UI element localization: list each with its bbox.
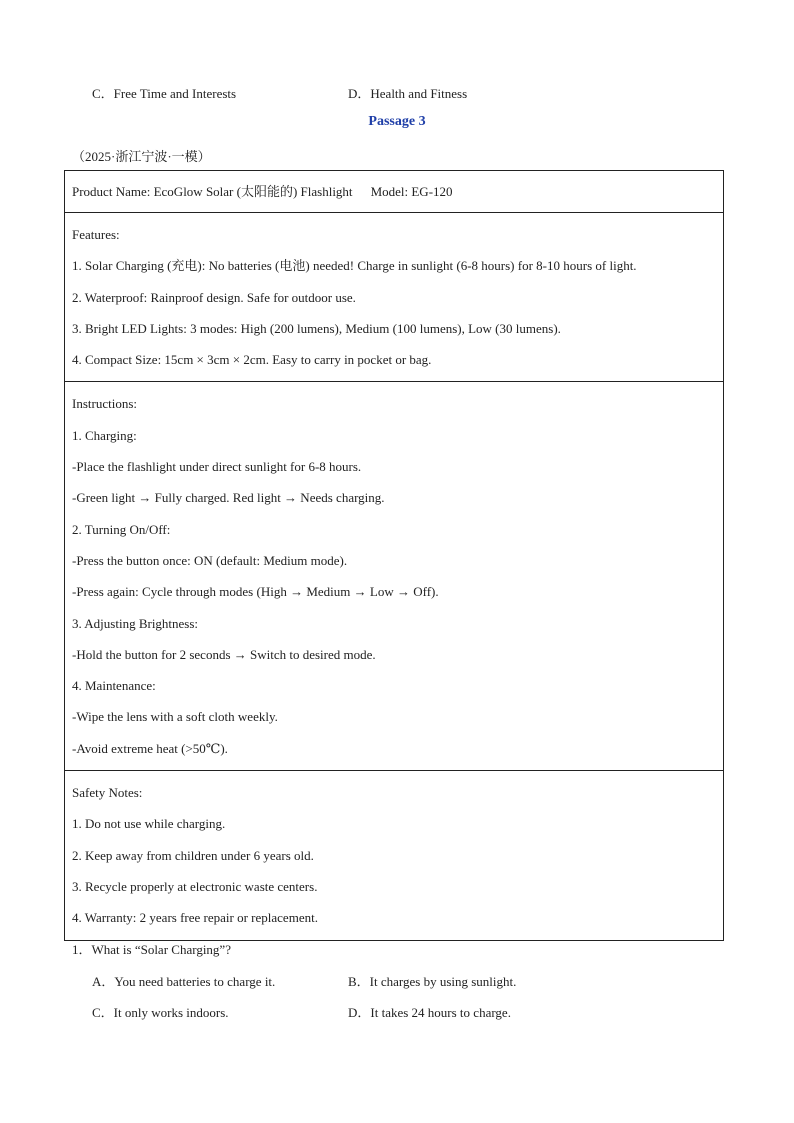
instructions-heading: Instructions:	[72, 396, 137, 412]
option-letter: A．	[92, 974, 115, 989]
answer-option-d[interactable]	[348, 1002, 511, 1021]
instruction-item: -Wipe the lens with a soft cloth weekly.	[72, 709, 278, 725]
safety-item: 3. Recycle properly at electronic waste centers.	[72, 878, 318, 894]
safety-item: 1. Do not use while charging.	[72, 816, 226, 832]
option-text: It only works indoors.	[113, 1005, 229, 1020]
option-text: It charges by using sunlight.	[369, 974, 517, 989]
feature-item: 2. Waterproof: Rainproof design. Safe for outdoor use.	[72, 289, 356, 305]
features-cell	[65, 213, 723, 382]
instruction-item: -Green light → Fully charged. Red light → Needs charging.	[72, 490, 385, 506]
instruction-item: 1. Charging:	[72, 427, 137, 443]
product-model: Model: EG-120	[370, 184, 453, 199]
option-letter: C．	[92, 86, 114, 101]
instruction-item: 3. Adjusting Brightness:	[72, 615, 199, 631]
option-letter: C．	[92, 1005, 114, 1020]
feature-item: 3. Bright LED Lights: 3 modes: High (200 lumens), Medium (100 lumens), Low (30 lumens).	[72, 320, 561, 336]
product-name-cell	[65, 171, 723, 213]
option-letter: D．	[348, 1005, 371, 1020]
safety-heading: Safety Notes:	[72, 785, 143, 801]
passage-title: Passage 3	[368, 114, 426, 129]
question-stem: 1．What is “Solar Charging”?	[72, 942, 231, 957]
safety-cell	[65, 771, 723, 939]
answer-option-c[interactable]	[92, 1002, 229, 1021]
instruction-item: 2. Turning On/Off:	[72, 521, 171, 537]
prev-option-c	[92, 83, 236, 102]
option-text: You need batteries to charge it.	[114, 974, 276, 989]
safety-item: 4. Warranty: 2 years free repair or replacement.	[72, 910, 318, 926]
product-info-table	[64, 170, 724, 941]
option-letter: D．	[348, 86, 371, 101]
features-heading: Features:	[72, 227, 120, 242]
instruction-item: -Avoid extreme heat (>50℃).	[72, 740, 228, 756]
source-note: （2025·浙江宁波·一模）	[72, 149, 211, 164]
instruction-item: -Hold the button for 2 seconds → Switch to desired mode.	[72, 646, 376, 662]
answer-option-a[interactable]	[92, 971, 275, 990]
instruction-item: -Place the flashlight under direct sunlight for 6-8 hours.	[72, 459, 362, 475]
answer-option-b[interactable]	[348, 971, 516, 990]
prev-option-d	[348, 83, 467, 102]
product-name: Product Name: EcoGlow Solar (太阳能的) Flashlight	[72, 184, 353, 199]
safety-item: 2. Keep away from children under 6 years old.	[72, 847, 314, 863]
option-text: Health and Fitness	[370, 86, 468, 101]
instruction-item: -Press again: Cycle through modes (High → Medium → Low → Off).	[72, 584, 439, 600]
feature-item: 4. Compact Size: 15cm × 3cm × 2cm. Easy to carry in pocket or bag.	[72, 352, 432, 368]
option-letter: B．	[348, 974, 370, 989]
option-text: Free Time and Interests	[113, 86, 237, 101]
instruction-item: 4. Maintenance:	[72, 678, 156, 694]
instruction-item: -Press the button once: ON (default: Medium mode).	[72, 552, 348, 568]
feature-item: 1. Solar Charging (充电): No batteries (电池) needed! Charge in sunlight (6-8 hours) for 8-10 hours of light.	[72, 258, 637, 274]
instructions-cell	[65, 382, 723, 771]
option-text: It takes 24 hours to charge.	[370, 1005, 511, 1020]
